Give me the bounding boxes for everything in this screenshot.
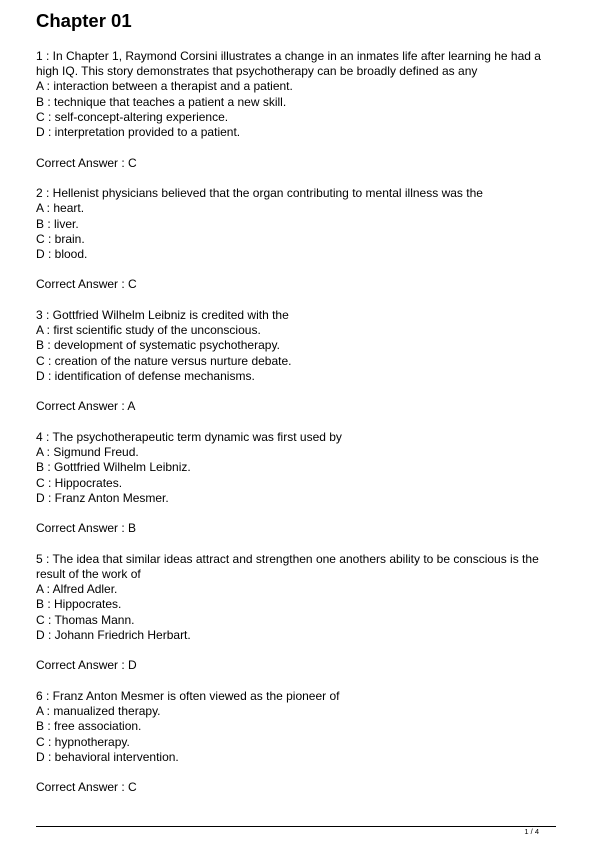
question-block: [36, 186, 566, 293]
correct-answer: [36, 658, 566, 673]
correct-answer-label: Correct Answer :: [36, 521, 129, 536]
correct-answer-value: C: [128, 155, 137, 170]
question-text: 1 : In Chapter 1, Raymond Corsini illustrates a change in an inmates life after learning he had a high IQ. This story demonstrates that psychotherapy can be broadly defined as any: [36, 49, 541, 79]
question-block: [36, 689, 566, 796]
answer-option: B : Hippocrates.: [36, 597, 122, 612]
answer-option: B : Gottfried Wilhelm Leibniz.: [36, 460, 191, 475]
correct-answer-value: C: [128, 780, 137, 795]
question-text: 2 : Hellenist physicians believed that the organ contributing to mental illness was the: [36, 186, 483, 201]
correct-answer: [36, 277, 566, 292]
correct-answer-label: Correct Answer :: [36, 155, 129, 170]
answer-option: B : liver.: [36, 216, 79, 231]
answer-option: A : heart.: [36, 201, 85, 216]
answer-option: C : self-concept-altering experience.: [36, 109, 229, 124]
correct-answer-value: A: [127, 399, 136, 414]
page-title: Chapter 01: [36, 10, 132, 31]
correct-answer-label: Correct Answer :: [36, 399, 128, 414]
answer-option: C : Thomas Mann.: [36, 612, 135, 627]
question-list: [36, 49, 566, 811]
question-text: 4 : The psychotherapeutic term dynamic was first used by: [36, 429, 342, 444]
question-block: [36, 308, 566, 415]
answer-option: B : development of systematic psychotherapy.: [36, 338, 280, 353]
page-number: 1 / 4: [524, 827, 539, 836]
footer-divider: [36, 826, 556, 827]
answer-option: C : hypnotherapy.: [36, 734, 130, 749]
question-block: [36, 49, 566, 171]
correct-answer-value: D: [128, 658, 137, 673]
answer-option: A : Alfred Adler.: [36, 582, 118, 597]
answer-option: D : blood.: [36, 246, 88, 261]
correct-answer: [36, 780, 566, 795]
correct-answer-label: Correct Answer :: [36, 658, 129, 673]
answer-option: D : Franz Anton Mesmer.: [36, 490, 169, 505]
answer-option: B : technique that teaches a patient a new skill.: [36, 94, 287, 109]
correct-answer-value: C: [128, 277, 137, 292]
correct-answer: [36, 521, 566, 536]
correct-answer: [36, 156, 566, 171]
question-block: [36, 552, 566, 674]
question-text: 6 : Franz Anton Mesmer is often viewed as the pioneer of: [36, 688, 340, 703]
answer-option: B : free association.: [36, 719, 142, 734]
question-text: 3 : Gottfried Wilhelm Leibniz is credited with the: [36, 308, 289, 323]
answer-option: D : behavioral intervention.: [36, 749, 179, 764]
answer-option: C : brain.: [36, 231, 85, 246]
answer-option: D : identification of defense mechanisms.: [36, 368, 255, 383]
question-text: 5 : The idea that similar ideas attract and strengthen one anothers ability to be conscious is the result of the work of: [36, 551, 539, 582]
answer-option: D : Johann Friedrich Herbart.: [36, 627, 191, 642]
answer-option: C : Hippocrates.: [36, 475, 123, 490]
answer-option: A : first scientific study of the unconscious.: [36, 323, 261, 338]
answer-option: D : interpretation provided to a patient.: [36, 125, 241, 140]
answer-option: C : creation of the nature versus nurture debate.: [36, 353, 292, 368]
question-block: [36, 430, 566, 537]
correct-answer-value: B: [128, 521, 137, 536]
answer-option: A : manualized therapy.: [36, 704, 161, 719]
correct-answer-label: Correct Answer :: [36, 780, 129, 795]
correct-answer-label: Correct Answer :: [36, 277, 129, 292]
answer-option: A : interaction between a therapist and a patient.: [36, 79, 293, 94]
correct-answer: [36, 399, 566, 414]
answer-option: A : Sigmund Freud.: [36, 445, 139, 460]
